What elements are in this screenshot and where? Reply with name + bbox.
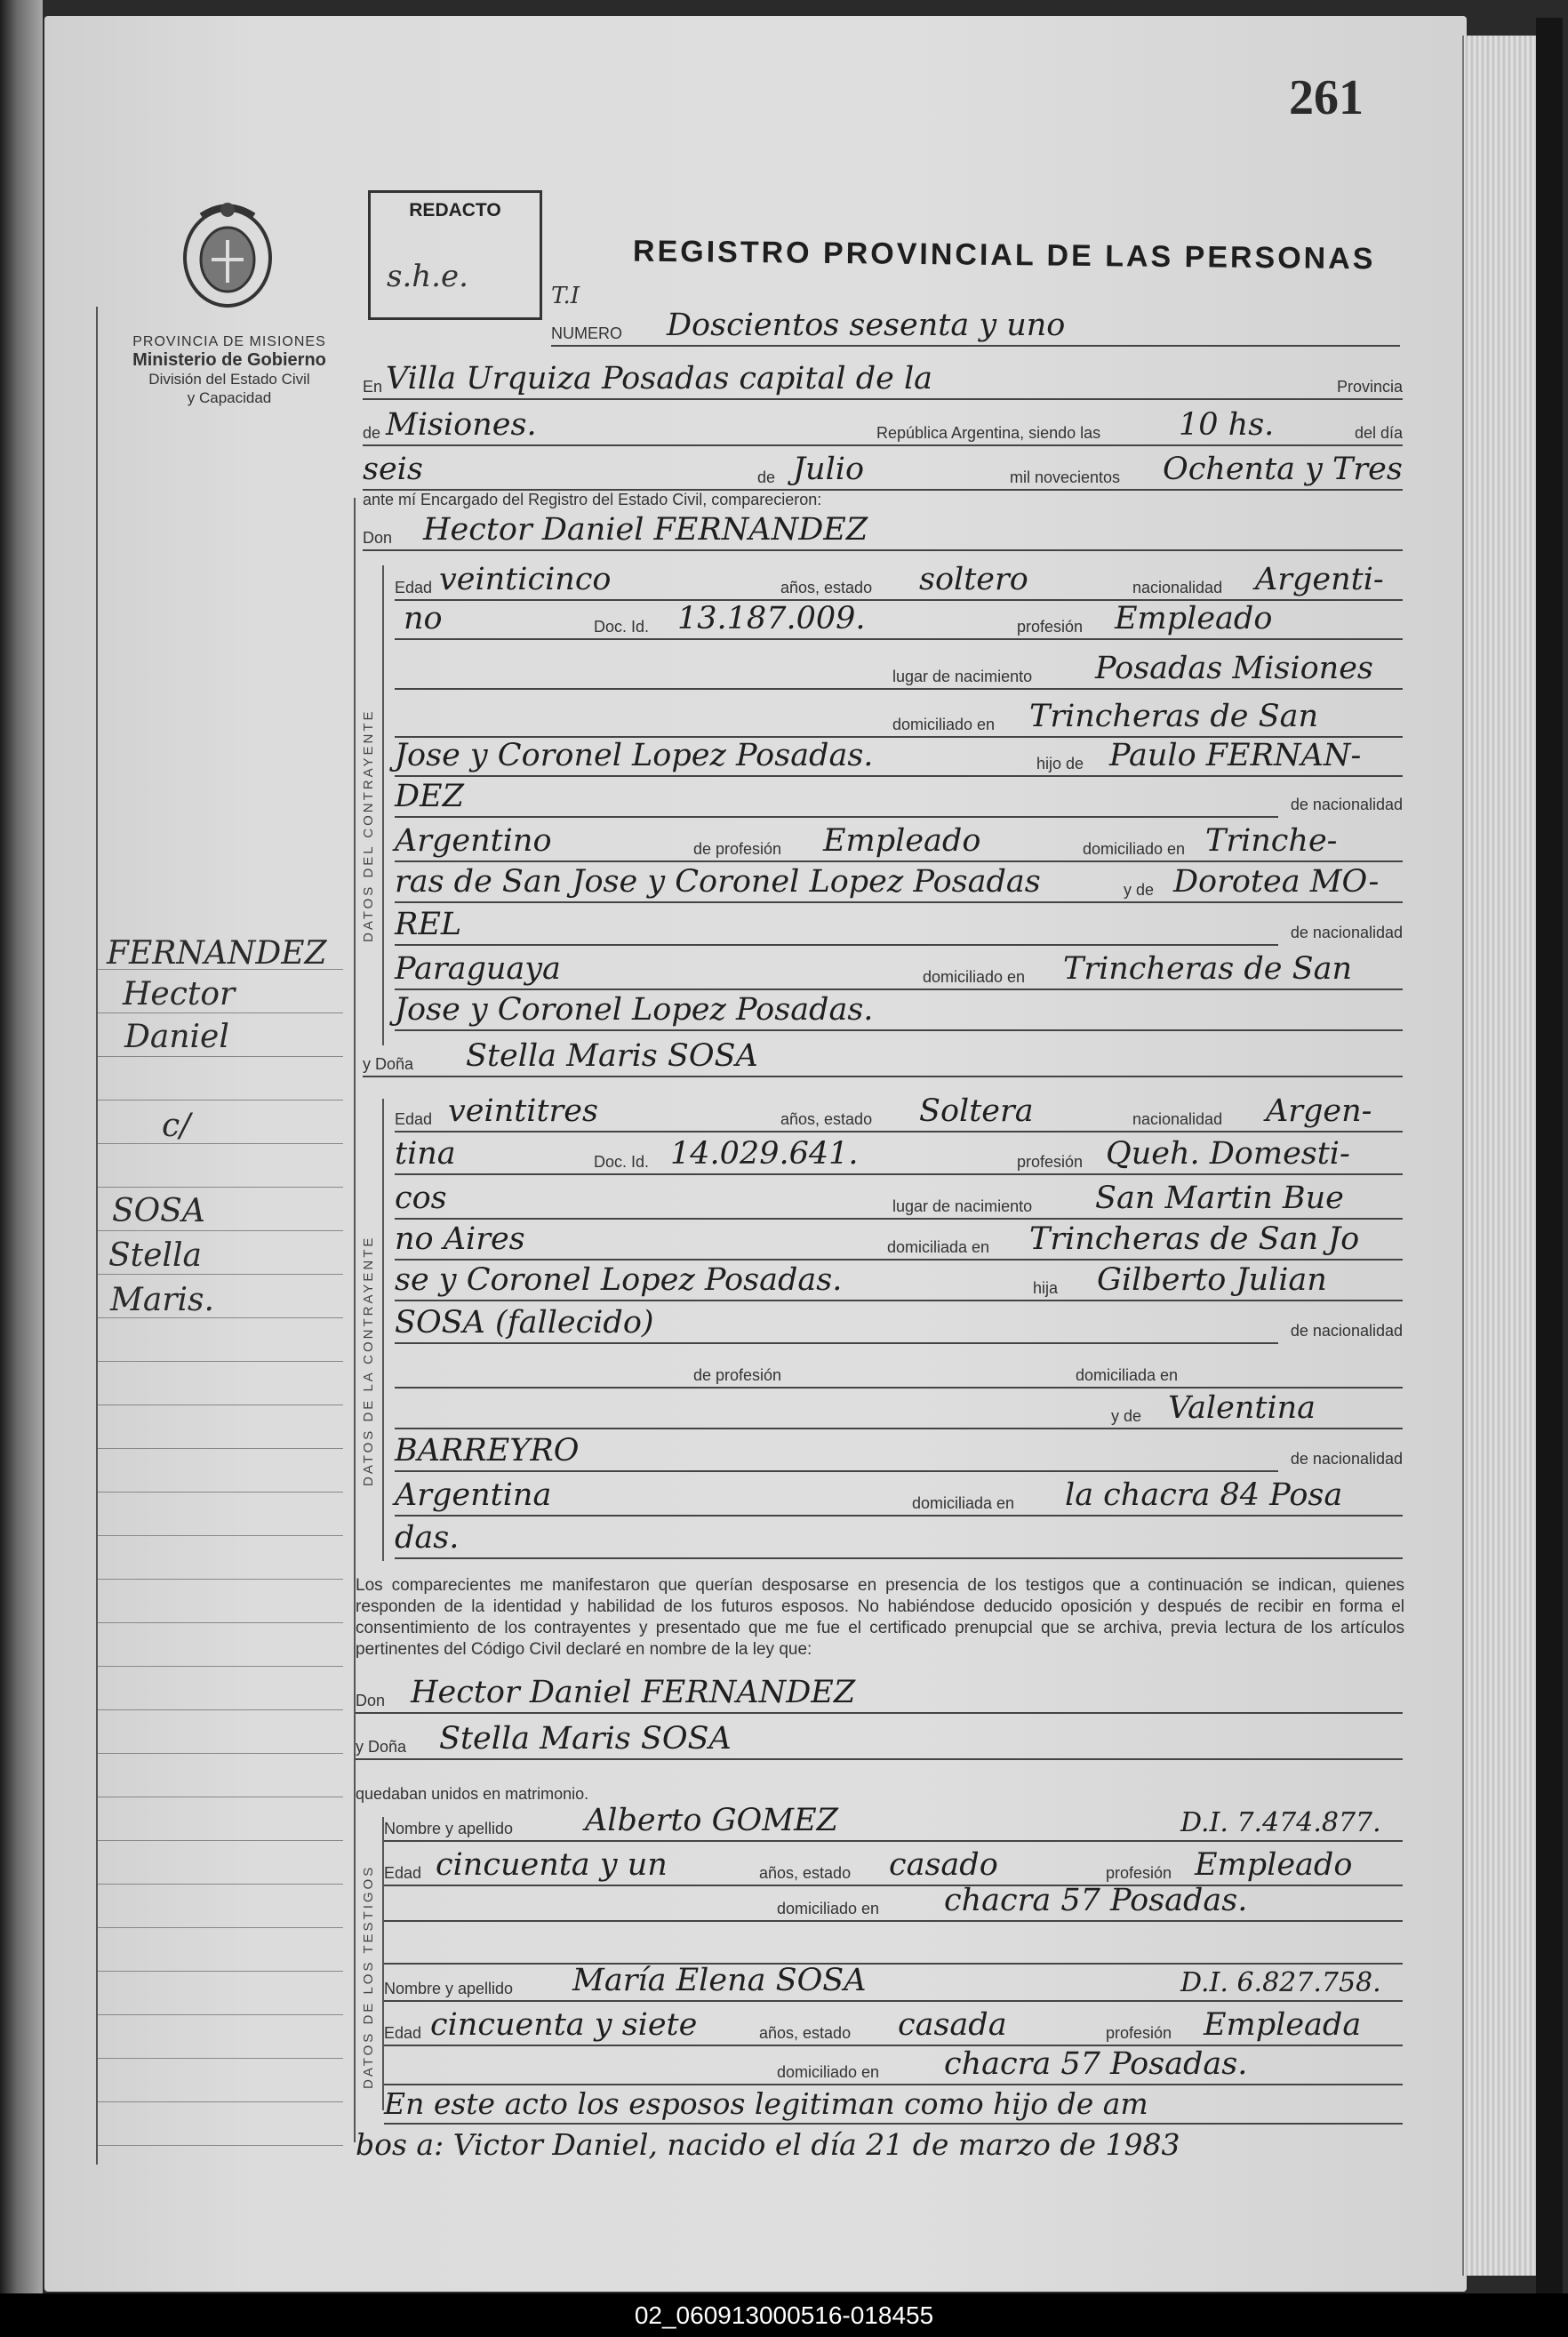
mes-value: Julio <box>793 452 865 487</box>
c2-doc: 14.029.641. <box>670 1136 859 1172</box>
c1-row-8 <box>395 864 1403 907</box>
c1-edad: veinticinco <box>439 562 612 597</box>
c2-row-11 <box>395 1520 1403 1563</box>
union-dona-value: Stella Maris SOSA <box>439 1721 732 1757</box>
c2-domicilio-cont: se y Coronel Lopez Posadas. <box>395 1262 843 1298</box>
don-row <box>363 512 1403 555</box>
edad-label: Edad <box>384 2024 422 2042</box>
section-bracket <box>382 1099 384 1561</box>
c1-row-6 <box>395 779 1403 821</box>
c2-row-2 <box>395 1136 1403 1179</box>
c2-madre-domicilio: la chacra 84 Posa <box>1065 1477 1343 1513</box>
c1-madre-cont: REL <box>395 907 462 942</box>
c1-profesion: Empleado <box>1115 601 1273 636</box>
y-de-label: y de <box>1124 881 1155 899</box>
heading-handwritten-note: T.I <box>551 283 580 309</box>
t1-row-1 <box>384 1803 1403 1845</box>
c2-profesion: Queh. Domesti- <box>1106 1136 1350 1172</box>
margin-rule-line <box>98 2101 343 2102</box>
margin-note-line: c/ <box>162 1108 191 1144</box>
c2-row-1 <box>395 1093 1403 1136</box>
nombre-label: Nombre y apellido <box>384 1820 514 1837</box>
t1-row-3 <box>384 1883 1403 1925</box>
profesion-label: profesión <box>1017 618 1084 636</box>
margin-rule-line <box>98 1361 343 1362</box>
en-value: Villa Urquiza Posadas capital de la <box>386 361 933 396</box>
hijo-label: hijo de <box>1036 755 1084 772</box>
margin-rule-line <box>98 1666 343 1667</box>
t2-domicilio: chacra 57 Posadas. <box>944 2046 1248 2082</box>
union-don-value: Hector Daniel FERNANDEZ <box>411 1675 856 1710</box>
margin-note-line: Hector <box>123 976 236 1012</box>
margin-rule-line <box>98 1448 343 1449</box>
t1-row-2 <box>384 1847 1403 1890</box>
edad-label: Edad <box>395 1110 433 1128</box>
division-line: División del Estado Civil <box>148 371 310 388</box>
nacionalidad-label: nacionalidad <box>1132 1110 1223 1128</box>
scan-footer-code: 02_060913000516-018455 <box>0 2293 1568 2337</box>
nacionalidad-label: nacionalidad <box>1132 579 1223 596</box>
anios-label: años, estado <box>759 1864 852 1882</box>
domiciliado-label: domiciliado en <box>777 2063 880 2081</box>
numero-row <box>551 308 1400 350</box>
c2-row-7 <box>395 1353 1403 1392</box>
margin-rule-line <box>98 1579 343 1580</box>
c1-domicilio: Trincheras de San <box>1029 699 1318 734</box>
c1-nacionalidad-cont: no <box>404 601 443 636</box>
dona-label: y Doña <box>363 1055 414 1073</box>
margin-note-line: FERNANDEZ <box>107 935 327 972</box>
numero-label: NUMERO <box>551 324 622 342</box>
margin-rule-line <box>98 1622 343 1623</box>
c1-nacionalidad: Argenti- <box>1255 562 1384 597</box>
c2-edad: veintitres <box>448 1093 598 1129</box>
c1-domicilio-cont: Jose y Coronel Lopez Posadas. <box>395 738 874 773</box>
register-heading: REGISTRO PROVINCIAL DE LAS PERSONAS <box>632 234 1376 276</box>
domiciliado-en-label: domiciliado en <box>923 968 1026 986</box>
lugar-label: lugar de nacimiento <box>892 1197 1033 1215</box>
stamp-label: REDACTO <box>409 200 501 220</box>
margin-rule-line <box>98 1971 343 1972</box>
doc-label: Doc. Id. <box>594 618 650 636</box>
hora-value: 10 hs. <box>1179 407 1275 443</box>
del-dia-label: del día <box>1354 424 1403 442</box>
de-value: Misiones. <box>386 407 537 443</box>
content-vertical-line <box>354 498 356 2142</box>
nombre-label: Nombre y apellido <box>384 1980 514 1997</box>
domiciliada-en-label: domiciliada en <box>1076 1366 1179 1384</box>
margin-rule-line <box>98 1753 343 1754</box>
c1-row-3 <box>395 651 1403 693</box>
t2-profesion: Empleada <box>1204 2007 1362 2043</box>
en-label: En <box>363 378 383 396</box>
edad-label: Edad <box>384 1864 422 1882</box>
section-label-contrayente-2: DATOS DE LA CONTRAYENTE <box>361 1235 376 1486</box>
margin-note-line: SOSA <box>112 1193 205 1229</box>
margin-rule-line <box>98 2145 343 2146</box>
province-line: PROVINCIA DE MISIONES <box>132 334 326 349</box>
de-label: de <box>363 424 381 442</box>
section-label-contrayente: DATOS DEL CONTRAYENTE <box>361 708 376 942</box>
c1-row-5 <box>395 738 1403 780</box>
stamp-handwritten: s.h.e. <box>387 259 468 294</box>
de-nacionalidad-label: de nacionalidad <box>1290 796 1403 813</box>
margin-rule-line <box>98 1492 343 1493</box>
previous-page-edge <box>0 0 43 2293</box>
ante-line: ante mí Encargado del Registro del Estado Civil, comparecieron: <box>363 491 822 508</box>
margin-vertical-line <box>96 307 98 2165</box>
don-label: Don <box>363 529 393 547</box>
anio-value: Ochenta y Tres <box>1163 452 1403 487</box>
c2-domicilio: Trincheras de San Jo <box>1029 1221 1360 1257</box>
c1-row-7 <box>395 823 1403 866</box>
republica-label: República Argentina, siendo las <box>876 424 1101 442</box>
c1-lugar: Posadas Misiones <box>1095 651 1373 686</box>
margin-rule-line <box>98 2014 343 2015</box>
profesion-label: profesión <box>1017 1153 1084 1171</box>
c2-row-3 <box>395 1181 1403 1223</box>
c1-row-1 <box>395 562 1403 604</box>
margin-rule-line <box>98 1230 343 1231</box>
t2-row-2 <box>384 2007 1403 2050</box>
de-mes-label: de <box>757 468 776 486</box>
mil-label: mil novecientos <box>1010 468 1121 486</box>
union-don-label: Don <box>356 1692 386 1709</box>
union-dona-label: y Doña <box>356 1738 407 1756</box>
margin-rule-line <box>98 1143 343 1144</box>
margin-note-line: Daniel <box>124 1019 229 1055</box>
t2-edad: cincuenta y siete <box>430 2007 698 2043</box>
margin-rule-line <box>98 1840 343 1841</box>
c2-nacionalidad: Argen- <box>1266 1093 1372 1129</box>
domiciliado-en-label: domiciliado en <box>1083 840 1186 858</box>
provincia-label: Provincia <box>1336 378 1403 396</box>
c1-estado: soltero <box>919 562 1028 597</box>
declaration-paragraph: Los comparecientes me manifestaron que querían desposarse en presencia de los testigos que a continuación se indican, quienes responden de la identidad y habilidad de los futuros esposos. No habiéndose deducido oposición y después de recibir en forma el consentimiento de los contrayentes y presentado que me fue el certificado prenupcial que se archiva, previa lectura de los artículos pertinentes del Código Civil declaré en nombre de la ley que: <box>356 1576 1404 1659</box>
margin-note-line: Stella <box>108 1237 202 1274</box>
t2-row-3 <box>384 2046 1403 2089</box>
book-binding <box>1536 18 1563 2293</box>
nota-final-line-1: En este acto los esposos legitiman como hijo de am <box>384 2086 1148 2121</box>
y-de-label: y de <box>1111 1407 1142 1425</box>
c2-madre-domicilio-cont: das. <box>395 1520 460 1556</box>
c1-padre: Paulo FERNAN- <box>1109 738 1362 773</box>
t1-profesion: Empleado <box>1195 1847 1353 1883</box>
c1-padre-profesion: Empleado <box>823 823 981 859</box>
t1-edad: cincuenta y un <box>436 1847 668 1883</box>
c2-padre: Gilberto Julian <box>1097 1262 1327 1298</box>
de-nacionalidad-label: de nacionalidad <box>1290 1322 1403 1340</box>
capacity-line: y Capacidad <box>187 389 272 406</box>
c2-lugar-cont: no Aires <box>395 1221 525 1257</box>
union-dona-row <box>356 1721 1403 1764</box>
c1-padre-cont: DEZ <box>395 779 464 814</box>
domiciliada-label: domiciliada en <box>887 1238 990 1256</box>
de-profesion-label: de profesión <box>693 1366 782 1384</box>
c1-madre: Dorotea MO- <box>1173 864 1380 900</box>
t2-row-1 <box>384 1963 1403 2005</box>
c2-row-10 <box>395 1477 1403 1520</box>
c1-doc: 13.187.009. <box>677 601 866 636</box>
margin-rule-line <box>98 1535 343 1536</box>
redacto-stamp <box>368 190 542 320</box>
domiciliada-label: domiciliada en <box>912 1494 1015 1512</box>
ministry-line: Ministerio de Gobierno <box>132 350 326 370</box>
margin-rule-line <box>98 1884 343 1885</box>
c2-row-5 <box>395 1262 1403 1305</box>
quedaban-line: quedaban unidos en matrimonio. <box>356 1785 589 1803</box>
dona-value: Stella Maris SOSA <box>466 1038 758 1074</box>
c2-row-9 <box>395 1433 1403 1476</box>
c2-row-4 <box>395 1221 1403 1264</box>
margin-rule-line <box>98 1274 343 1275</box>
profesion-label: profesión <box>1106 1864 1172 1882</box>
t1-nombre: Alberto GOMEZ <box>585 1803 838 1838</box>
c2-madre-nacionalidad: Argentina <box>395 1477 552 1513</box>
dona-row <box>363 1038 1403 1081</box>
c2-lugar: San Martin Bue <box>1095 1181 1344 1216</box>
fecha-row <box>363 452 1403 494</box>
margin-rule-line <box>98 1927 343 1928</box>
anios-label: años, estado <box>780 1110 873 1128</box>
nota-final-line-2: bos a: Victor Daniel, nacido el día 21 de marzo de 1983 <box>356 2127 1180 2162</box>
margin-rule-line <box>98 1056 343 1057</box>
hija-label: hija <box>1033 1279 1059 1297</box>
de-nacionalidad-label: de nacionalidad <box>1290 1450 1403 1468</box>
margin-note-line: Maris. <box>110 1282 214 1318</box>
c1-madre-domicilio-cont: Jose y Coronel Lopez Posadas. <box>395 992 874 1028</box>
c1-row-2 <box>395 601 1403 644</box>
t2-di: D.I. 6.827.758. <box>1180 1967 1381 1998</box>
c1-padre-nacionalidad: Argentino <box>395 823 552 859</box>
dia-value: seis <box>363 452 423 487</box>
doc-label: Doc. Id. <box>594 1153 650 1171</box>
c1-padre-domicilio-cont: ras de San Jose y Coronel Lopez Posadas <box>395 864 1041 900</box>
de-nacionalidad-label: de nacionalidad <box>1290 924 1403 941</box>
coat-of-arms-seal <box>174 197 281 313</box>
c2-nacionalidad-cont: tina <box>395 1136 456 1172</box>
c2-padre-cont: SOSA (fallecido) <box>395 1305 654 1341</box>
t1-di: D.I. 7.474.877. <box>1180 1807 1381 1838</box>
don-value: Hector Daniel FERNANDEZ <box>423 512 868 548</box>
c2-madre: Valentina <box>1168 1390 1316 1426</box>
page-number: 261 <box>1289 70 1364 125</box>
c2-row-8 <box>395 1390 1403 1433</box>
margin-rule-line <box>98 1012 343 1013</box>
page-stack-edge <box>1462 36 1542 2276</box>
c1-row-9 <box>395 907 1403 949</box>
c2-profesion-cont: cos <box>395 1181 447 1216</box>
nota-row-2 <box>356 2127 1403 2169</box>
numero-value: Doscientos sesenta y uno <box>667 308 1066 343</box>
t2-estado: casada <box>898 2007 1007 2043</box>
t1-estado: casado <box>889 1847 998 1883</box>
nota-row-1 <box>384 2086 1403 2128</box>
c1-row-10 <box>395 951 1403 994</box>
t-spacer-row <box>384 1929 1403 1968</box>
institution-block <box>105 332 354 407</box>
de-profesion-label: de profesión <box>693 840 782 858</box>
en-row <box>363 361 1403 404</box>
domiciliado-label: domiciliado en <box>777 1900 880 1917</box>
c1-madre-nacionalidad: Paraguaya <box>395 951 561 987</box>
c2-estado: Soltera <box>919 1093 1034 1129</box>
profesion-label: profesión <box>1106 2024 1172 2042</box>
margin-rule-line <box>98 2058 343 2059</box>
t1-domicilio: chacra 57 Posadas. <box>944 1883 1248 1918</box>
c2-row-6 <box>395 1305 1403 1348</box>
anios-label: años, estado <box>780 579 873 596</box>
edad-label: Edad <box>395 579 433 596</box>
section-label-testigos: DATOS DE LOS TESTIGOS <box>361 1864 376 2089</box>
anios-label: años, estado <box>759 2024 852 2042</box>
c1-row-11 <box>395 992 1403 1035</box>
lugar-label: lugar de nacimiento <box>892 668 1033 685</box>
c1-padre-domicilio: Trinche- <box>1205 823 1338 859</box>
section-bracket <box>382 565 384 1045</box>
margin-rule-line <box>98 1187 343 1188</box>
union-don-row <box>356 1675 1403 1717</box>
margin-rule-line <box>98 1709 343 1710</box>
de-row <box>363 407 1403 450</box>
c1-madre-domicilio: Trincheras de San <box>1063 951 1352 987</box>
c2-madre-cont: BARREYRO <box>395 1433 580 1469</box>
c1-row-4 <box>395 699 1403 741</box>
domiciliado-label: domiciliado en <box>892 716 996 733</box>
t2-nombre: María Elena SOSA <box>572 1963 867 1998</box>
